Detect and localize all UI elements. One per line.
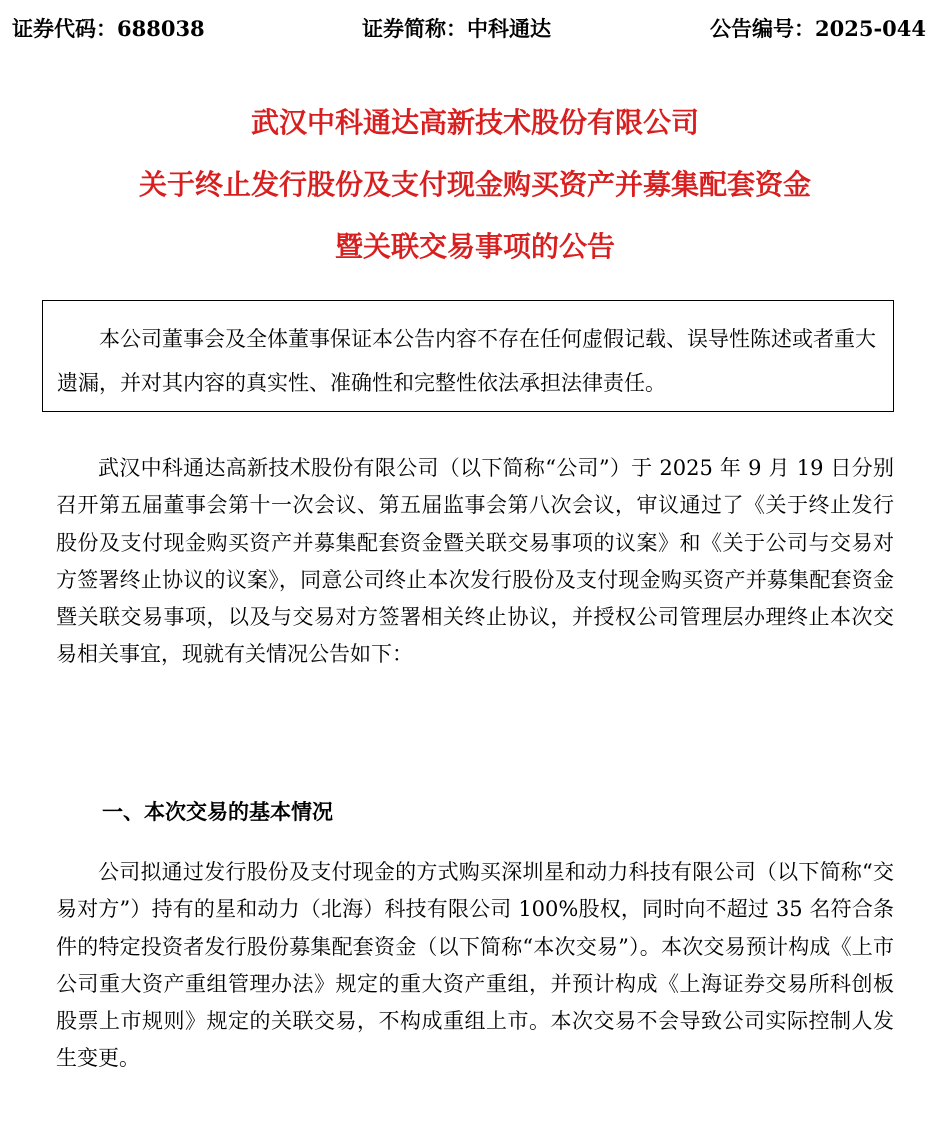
- title-line-suffix: 暨关联交易事项的公告: [334, 230, 615, 263]
- security-short-name: 证券简称：中科通达: [362, 16, 551, 41]
- title-line-company: 武汉中科通达高新技术股份有限公司: [250, 106, 699, 139]
- section-heading: 一、本次交易的基本情况: [102, 799, 333, 824]
- board-statement-box: [42, 300, 894, 412]
- document-header: [12, 14, 926, 44]
- document-title: [0, 92, 950, 278]
- section-paragraph: 公司拟通过发行股份及支付现金的方式购买深圳星和动力科技有限公司（以下简称“交易对方”）持有的星和动力（北海）科技有限公司 100%股权，同时向不超过 35 名符合条件的特定投资者发行股份募集配套资金（以下简称“本次交易”）。本次交易预计构成《上市公司重大资产重组管理办法》规定的重大资产重组，并预计构成《上海证券交易所科创板股票上市规则》规定的关联交易，不构成重组上市。本次交易不会导致公司实际控制人发生变更。: [56, 860, 894, 1071]
- notice-number: 公告编号：2025-044: [710, 16, 926, 41]
- board-statement-text: 本公司董事会及全体董事保证本公告内容不存在任何虚假记载、误导性陈述或者重大遗漏，并对其内容的真实性、准确性和完整性依法承担法律责任。: [57, 327, 876, 395]
- intro-paragraph: 武汉中科通达高新技术股份有限公司（以下简称“公司”）于 2025 年 9 月 19 日分别召开第五届董事会第十一次会议、第五届监事会第八次会议，审议通过了《关于终止发行股份及支付现金购买资产并募集配套资金暨关联交易事项的议案》和《关于公司与交易对方签署终止协议的议案》，同意公司终止本次发行股份及支付现金购买资产并募集配套资金暨关联交易事项，以及与交易对方签署相关终止协议，并授权公司管理层办理终止本次交易相关事宜，现就有关情况公告如下：: [56, 456, 894, 667]
- security-code: 证券代码：688038: [12, 16, 205, 41]
- title-line-subject: 关于终止发行股份及支付现金购买资产并募集配套资金: [138, 168, 811, 201]
